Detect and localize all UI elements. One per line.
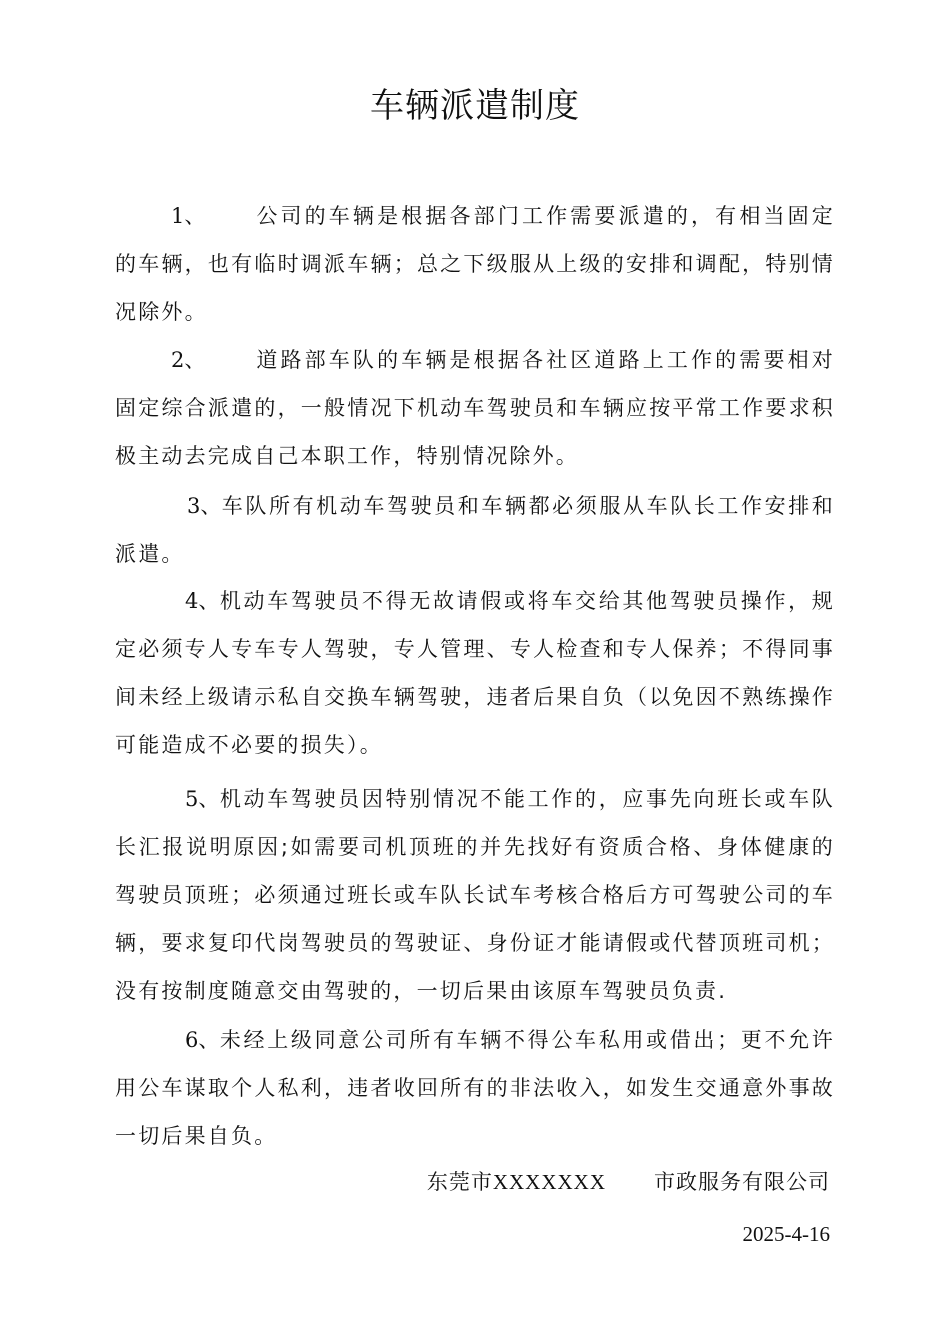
rule-number: 2、: [171, 348, 206, 372]
document-date: 2025-4-16: [742, 1222, 830, 1246]
rule-item-1: [115, 192, 835, 336]
rule-text: 机动车驾驶员因特别情况不能工作的，应事先向班长或车队长汇报说明原因;如需要司机顶班的并先找好有资质合格、身体健康的驾驶员顶班；必须通过班长或车队长试车考核合格后方可驾驶公司的车辆，要求复印代岗驾驶员的驾驶证、身份证才能请假或代替顶班司机；没有按制度随意交由驾驶的，一切后果由该原车驾驶员负责.: [115, 787, 835, 1003]
rule-text: 未经上级同意公司所有车辆不得公车私用或借出；更不允许用公车谋取个人私利，违者收回所有的非法收入，如发生交通意外事故一切后果自负。: [115, 1028, 835, 1148]
rule-item-4: [115, 577, 835, 769]
signature-redacted-name: XXXXXXX: [492, 1170, 606, 1194]
signature-city: 东莞市: [426, 1170, 493, 1194]
signature-company: 市政服务有限公司: [654, 1170, 830, 1194]
rule-text: 道路部车队的车辆是根据各社区道路上工作的需要相对固定综合派遣的，一般情况下机动车驾驶员和车辆应按平常工作要求积极主动去完成自己本职工作，特别情况除外。: [115, 348, 835, 468]
rule-text: 机动车驾驶员不得无故请假或将车交给其他驾驶员操作，规定必须专人专车专人驾驶，专人管理、专人检查和专人保养；不得同事间未经上级请示私自交换车辆驾驶，违者后果自负（以免因不熟练操作可能造成不必要的损失）。: [115, 589, 835, 757]
rule-text: 公司的车辆是根据各部门工作需要派遣的，有相当固定的车辆，也有临时调派车辆；总之下级服从上级的安排和调配，特别情况除外。: [115, 204, 835, 324]
rule-item-3: [115, 482, 835, 578]
document-title: 车辆派遣制度: [370, 86, 580, 126]
rule-number: 3、: [187, 494, 222, 518]
rule-item-6: [115, 1016, 835, 1160]
rule-number: 4、: [185, 589, 220, 613]
rule-number: 6、: [185, 1028, 220, 1052]
rule-text: 车队所有机动车驾驶员和车辆都必须服从车队长工作安排和派遣。: [115, 494, 835, 566]
rule-number: 5、: [185, 787, 220, 811]
company-signature: [427, 1166, 830, 1196]
rule-item-5: [115, 775, 835, 1015]
rule-number: 1、: [171, 204, 206, 228]
rule-item-2: [115, 336, 835, 480]
